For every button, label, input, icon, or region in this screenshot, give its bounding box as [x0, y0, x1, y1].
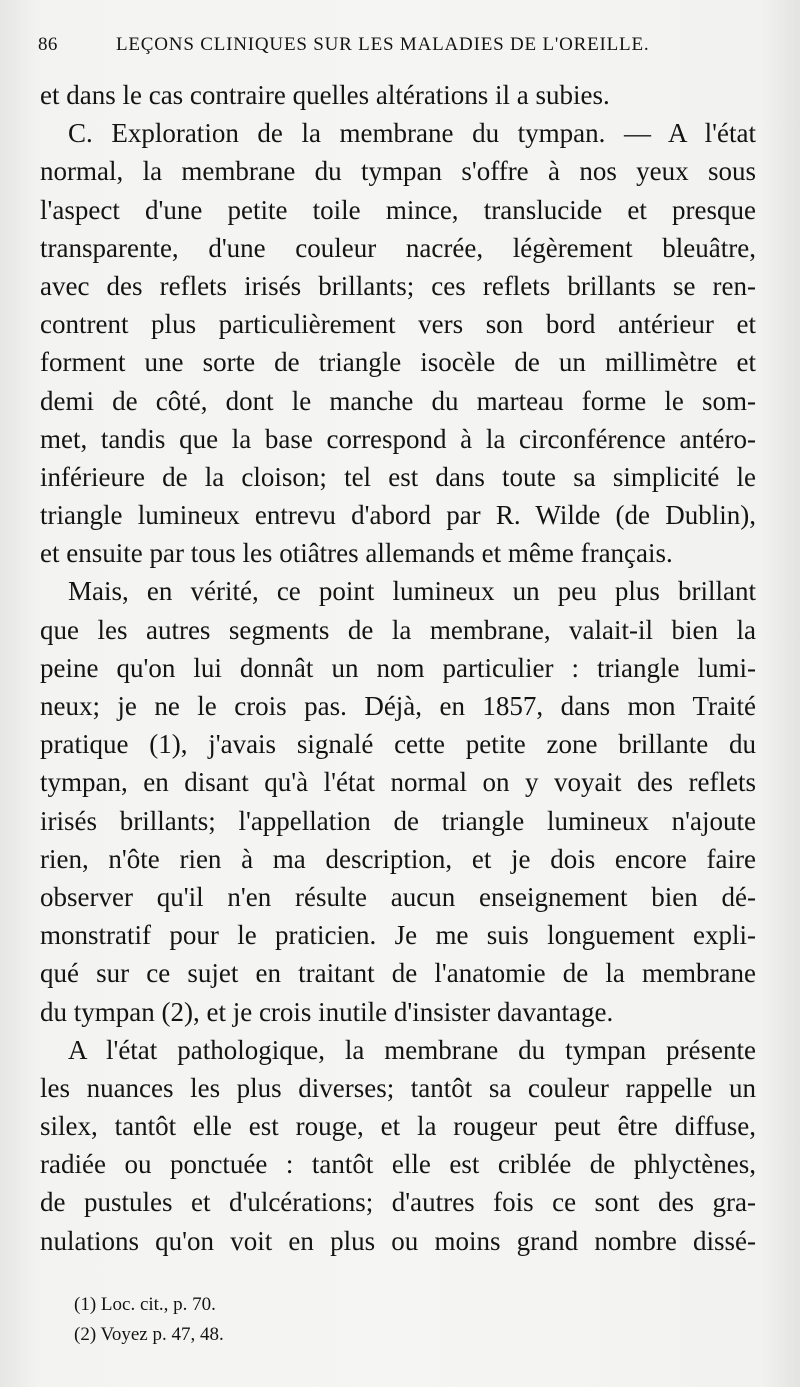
text-line: A l'état pathologique, la membrane du tympan présente [68, 1034, 756, 1065]
text-line: avec des reflets irisés brillants; ces reflets brillants se ren- [40, 270, 756, 301]
body-text [40, 76, 756, 1260]
text-line: nulations qu'on voit en plus ou moins grand nombre dissé- [40, 1225, 756, 1256]
text-line: les nuances les plus diverses; tantôt sa couleur rappelle un [40, 1072, 756, 1103]
text-line: triangle lumineux entrevu d'abord par R. Wilde (de Dublin), [40, 500, 756, 531]
text-line: inférieure de la cloison; tel est dans toute sa simplicité le [40, 461, 756, 492]
text-line: peine qu'on lui donnât un nom particulier : triangle lumi- [40, 652, 756, 683]
text-line: et ensuite par tous les otiâtres allemands et même français. [40, 538, 673, 569]
text-line: tympan, en disant qu'à l'état normal on y voyait des reflets [40, 767, 756, 798]
text-line: et dans le cas contraire quelles altérations il a subies. [40, 80, 610, 110]
text-line: que les autres segments de la membrane, valait-il bien la [40, 614, 756, 645]
text-line: monstratif pour le praticien. Je me suis longuement expli- [40, 920, 756, 951]
text-line: normal, la membrane du tympan s'offre à nos yeux sous [40, 156, 756, 187]
text-line: du tympan (2), et je crois inutile d'insister davantage. [40, 996, 614, 1027]
text-line: demi de côté, dont le manche du marteau forme le som- [40, 385, 756, 416]
text-line: contrent plus particulièrement vers son bord antérieur et [40, 309, 756, 340]
text-line: Mais, en vérité, ce point lumineux un peu plus brillant [68, 576, 756, 607]
page-number: 86 [38, 34, 58, 55]
text-line: neux; je ne le crois pas. Déjà, en 1857, dans mon Traité [40, 691, 756, 721]
text-line: C. Exploration de la membrane du tympan. — A l'état [68, 118, 756, 149]
text-line: silex, tantôt elle est rouge, et la rougeur peut être diffuse, [40, 1111, 756, 1142]
text-line: irisés brillants; l'appellation de triangle lumineux n'ajoute [40, 805, 756, 836]
text-line: pratique (1), j'avais signalé cette petite zone brillante du [40, 729, 756, 760]
footnotes [74, 1290, 674, 1350]
footnote: (2) Voyez p. 47, 48. [74, 1324, 224, 1345]
text-line: de pustules et d'ulcérations; d'autres fois ce sont des gra- [40, 1187, 756, 1218]
text-line: qué sur ce sujet en traitant de l'anatomie de la membrane [40, 958, 756, 989]
text-line: rien, n'ôte rien à ma description, et je dois encore faire [40, 843, 756, 874]
footnote: (1) Loc. cit., p. 70. [74, 1294, 216, 1315]
text-line: forment une sorte de triangle isocèle de un millimètre et [40, 347, 756, 378]
text-line: met, tandis que la base correspond à la circonférence antéro- [40, 423, 756, 454]
text-line: transparente, d'une couleur nacrée, légèrement bleuâtre, [40, 232, 756, 263]
running-title: LEÇONS CLINIQUES SUR LES MALADIES DE L'OREILLE. [116, 34, 650, 55]
text-line: l'aspect d'une petite toile mince, translucide et presque [40, 194, 756, 225]
text-line: radiée ou ponctuée : tantôt elle est criblée de phlyctènes, [40, 1149, 756, 1180]
text-line: observer qu'il n'en résulte aucun enseignement bien dé- [40, 881, 756, 912]
page-header [38, 34, 758, 60]
